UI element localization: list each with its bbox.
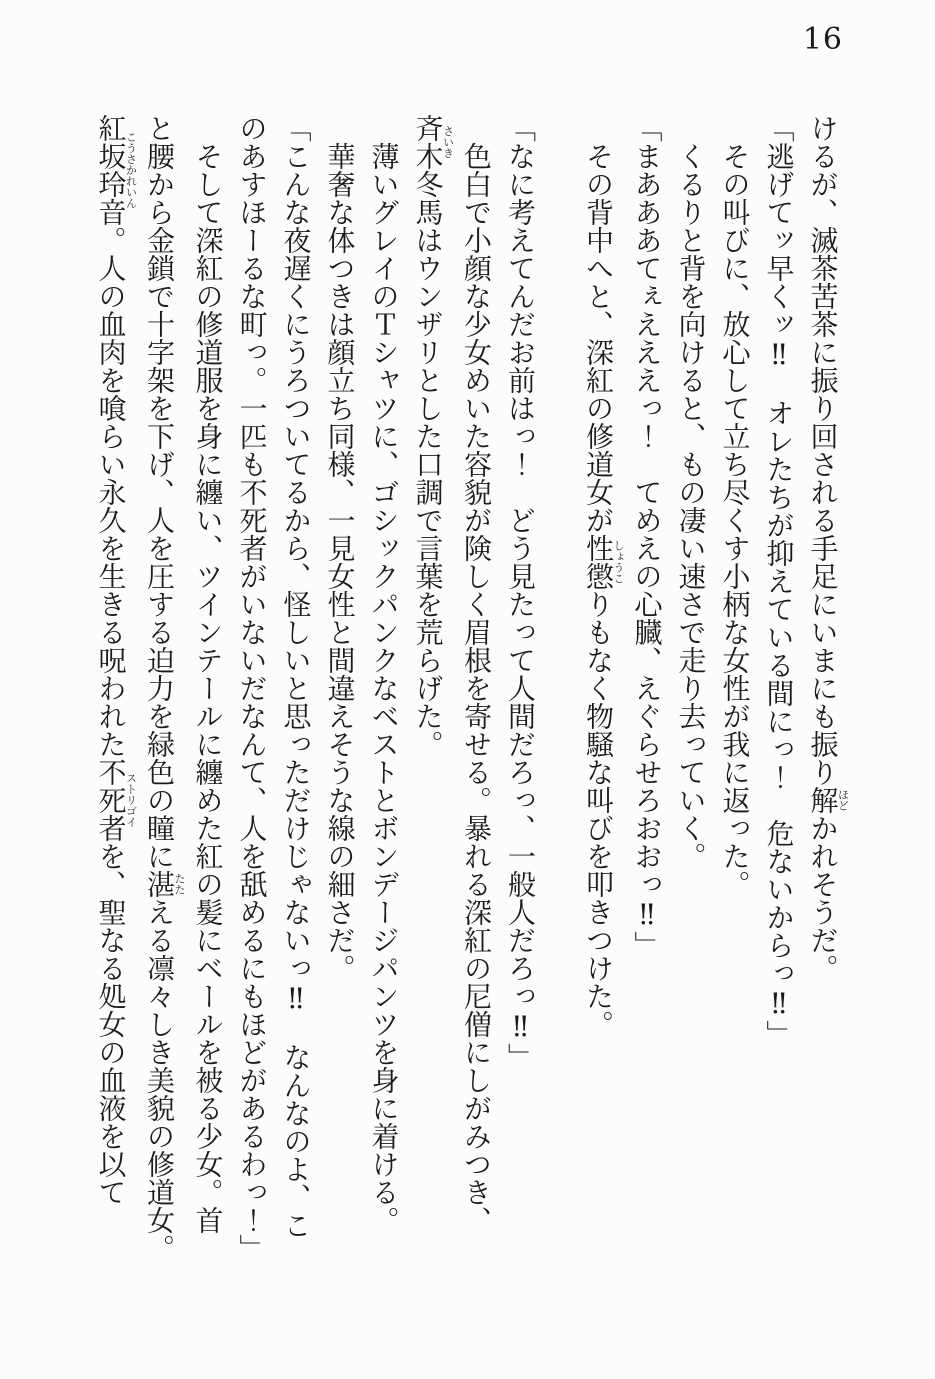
text-line: くるりと背を向けると、もの凄い速さで走り去っていく。 xyxy=(674,142,708,870)
ruby-annotated-word: 紅坂玲音こうさかれいん xyxy=(94,114,138,226)
text-line: 「逃げてッ早くッ‼ オレたちが抑えている間にっ！ 危ないからっ‼」 xyxy=(762,114,796,1048)
ruby-annotated-word: 性懲しょうこ xyxy=(582,534,625,590)
text-line: 色白で小顔な少女めいた容貌が険しく眉根を寄せる。暴れる深紅の尼僧にしがみつき、 xyxy=(460,142,493,1234)
furigana: ストリゴイ xyxy=(124,758,138,842)
text-line: 「こんな夜遅くにうろついてるから、怪しいと思っただけじゃないっ‼ なんなのよ、こ xyxy=(279,114,313,1239)
furigana: こうさかれいん xyxy=(124,114,138,226)
text-line: その叫びに、放心して立ち尽くす小柄な女性が我に返った。 xyxy=(718,142,752,898)
ruby-annotated-word: 斉木さいき xyxy=(411,114,455,170)
text-line: のあすほーるな町っ。一匹も不死者がいないだなんて、人を舐めるにもほどがあるわっ！」 xyxy=(235,114,269,1262)
furigana: しょうこ xyxy=(612,534,625,590)
text-line: 「なに考えてんだお前はっ！ どう見たって人間だろっ、一般人だろっ‼」 xyxy=(504,114,537,1071)
ruby-annotated-word: 解ほど xyxy=(806,786,850,814)
text-line: 斉木さいき冬馬はウンザリとした口調で言葉を荒らげた。 xyxy=(411,114,455,758)
page-number: 16 xyxy=(802,22,843,57)
text-line: そして深紅の修道服を身に纏い、ツインテールに纏めた紅の髪にベールを被る少女。首 xyxy=(191,142,225,1234)
ruby-annotated-word: 不死者ストリゴイ xyxy=(94,758,138,842)
text-line: けるが、滅茶苦茶に振り回される手足にいまにも振り解ほどかれそうだ。 xyxy=(806,114,850,982)
text-line: 「まあああてぇえええっ！ てめえの心臓、えぐらせろおおっ‼」 xyxy=(630,114,664,959)
vertical-text-block xyxy=(89,114,850,1266)
text-line: その背中へと、深紅の修道女が性懲しょうこりもなく物騒な叫びを叩きつけた。 xyxy=(582,142,625,1038)
text-line: 華奢な体つきは顔立ち同様、一見女性と間違えそうな線の細さだ。 xyxy=(323,142,357,982)
furigana: さいき xyxy=(441,114,455,170)
furigana: ほど xyxy=(836,786,850,814)
text-line: と腰から金鎖で十字架を下げ、人を圧する迫力を緑色の瞳に湛たたえる凛々しき美貌の修道女。 xyxy=(143,114,186,1262)
furigana: たた xyxy=(173,870,186,898)
text-line: 紅坂玲音こうさかれいん。人の血肉を喰らい永久を生きる呪われた不死者ストリゴイを、聖なる処女の血液を以て xyxy=(94,114,138,1206)
text-line: 薄いグレイのＴシャツに、ゴシックパンクなベストとボンデージパンツを身に着ける。 xyxy=(367,142,401,1234)
ruby-annotated-word: 湛たた xyxy=(143,870,186,898)
